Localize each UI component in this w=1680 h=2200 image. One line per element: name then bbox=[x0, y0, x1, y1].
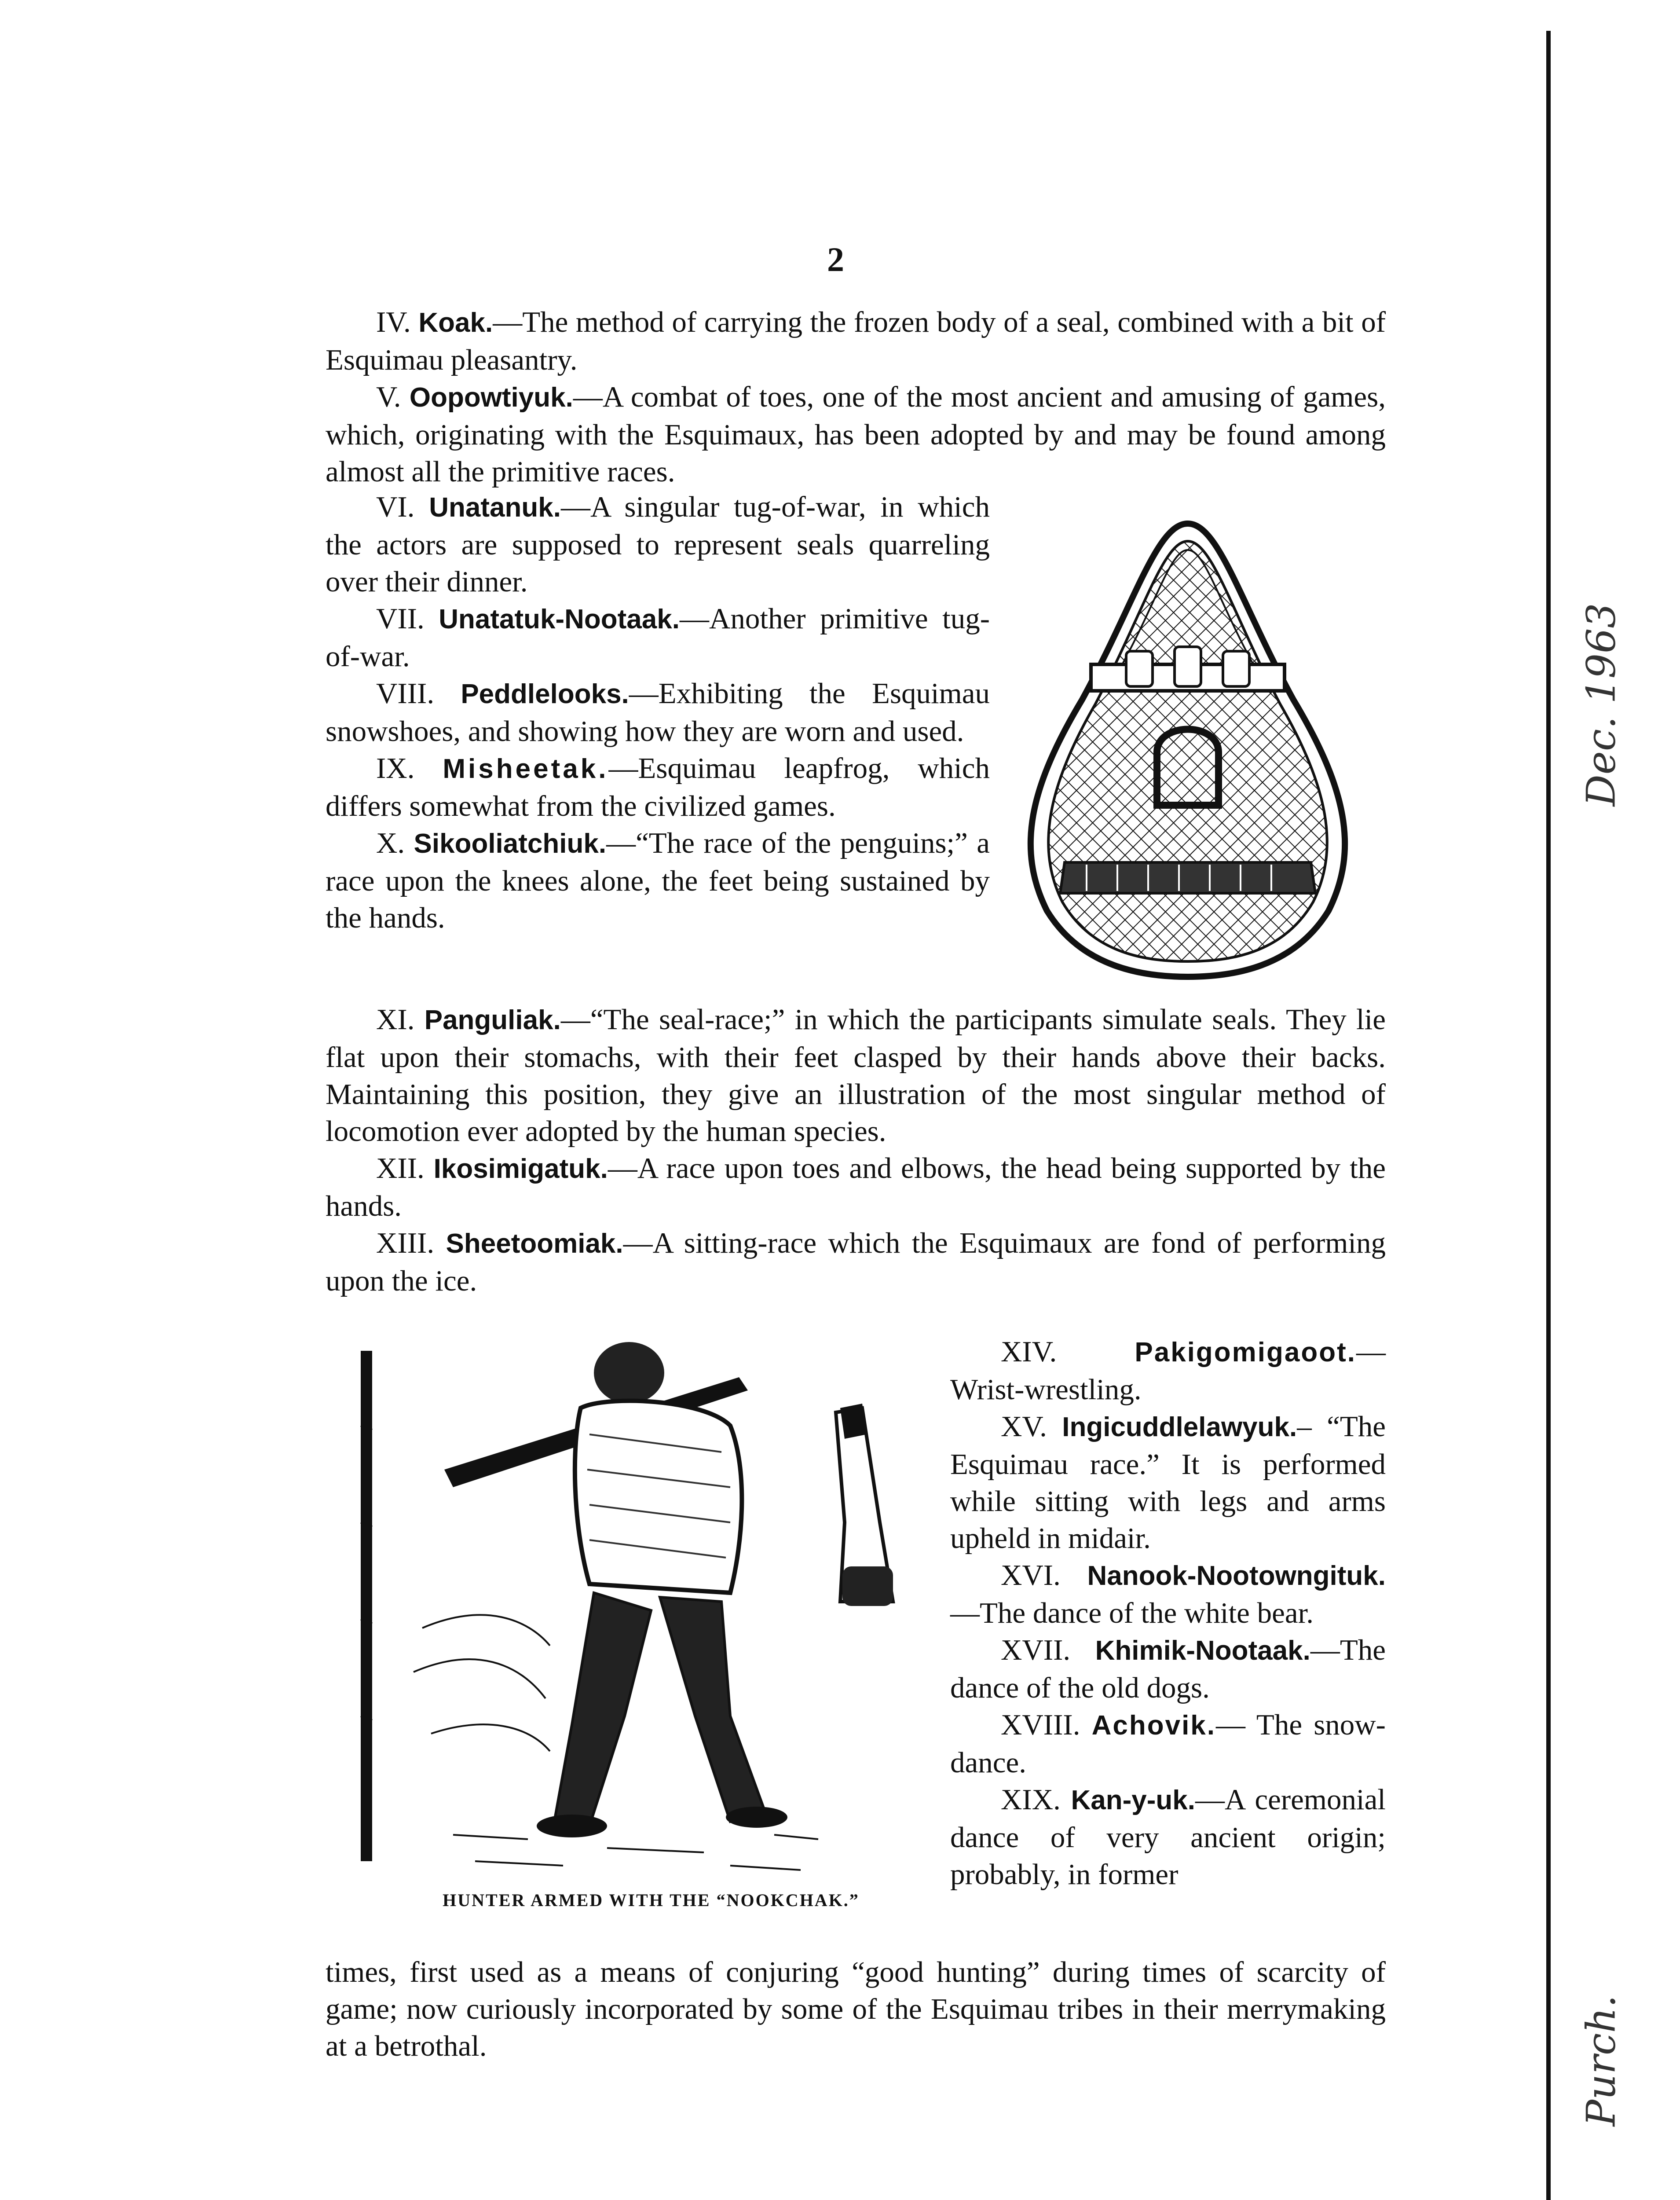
entry-ix bbox=[326, 750, 990, 825]
entry-number: XIX. bbox=[1001, 1783, 1061, 1816]
game-name: Sheetoomiak. bbox=[446, 1228, 623, 1259]
entry-xix bbox=[950, 1781, 1386, 1893]
snowshoe-illustration bbox=[1012, 515, 1364, 981]
entry-text: — Wrist-wrestling. bbox=[950, 1335, 1386, 1406]
entries-right-column bbox=[950, 1333, 1386, 1893]
entries-top bbox=[326, 304, 1386, 490]
game-name: Khimik-Nootaak. bbox=[1095, 1635, 1310, 1666]
entry-text: —Another primitive tug-of-war. bbox=[326, 602, 990, 673]
entry-number: VII. bbox=[376, 602, 425, 635]
entry-viii bbox=[326, 675, 990, 750]
entry-text: — The snow-dance. bbox=[950, 1709, 1386, 1779]
game-name: Ikosimigatuk. bbox=[433, 1154, 608, 1184]
game-name: Ingicuddlelawyuk. bbox=[1062, 1412, 1297, 1442]
entry-xviii bbox=[950, 1706, 1386, 1781]
entry-vii bbox=[326, 600, 990, 675]
game-name: Nanook-Nootowngituk. bbox=[1087, 1561, 1386, 1591]
entry-number: XV. bbox=[1001, 1410, 1047, 1443]
entry-number: V. bbox=[376, 381, 401, 413]
entry-text: —A sitting-race which the Esquimaux are fond of performing upon the ice. bbox=[326, 1227, 1386, 1297]
entry-xv bbox=[950, 1408, 1386, 1557]
entry-text: —The method of carrying the frozen body of a seal, combined with a bit of Esquimau pleasantry. bbox=[326, 306, 1386, 376]
entry-number: X. bbox=[376, 827, 405, 859]
game-name: Pakigomigaoot. bbox=[1135, 1337, 1356, 1368]
game-name: Achovik. bbox=[1091, 1710, 1216, 1741]
entry-text: —“The race of the penguins;” a race upon the knees alone, the feet being sustained by the hands. bbox=[326, 827, 990, 934]
handwritten-date-note: Dec. 1963 bbox=[1578, 603, 1625, 807]
entry-number: XVI. bbox=[1001, 1559, 1061, 1591]
entry-v bbox=[326, 378, 1386, 490]
entry-text: —Esquimau leapfrog, which differs somewhat from the civilized games. bbox=[326, 752, 990, 822]
entry-xi bbox=[326, 1001, 1386, 1150]
handwritten-purchase-note: Purch. bbox=[1578, 1995, 1625, 2127]
entries-middle bbox=[326, 1001, 1386, 1299]
entry-text: —A singular tug-of-war, in which the actors are supposed to represent seals quarreling over their dinner. bbox=[326, 491, 990, 598]
entry-text: —The dance of the old dogs. bbox=[950, 1634, 1386, 1704]
entry-text: – “The Esquimau race.” It is performed while sitting with legs and arms upheld in midair. bbox=[950, 1410, 1386, 1555]
entry-xiii bbox=[326, 1225, 1386, 1299]
entry-xvii bbox=[950, 1632, 1386, 1706]
game-name: Kan-y-uk. bbox=[1071, 1785, 1196, 1815]
game-name: Unatatuk-Nootaak. bbox=[439, 604, 680, 634]
entry-text: —A combat of toes, one of the most ancient and amusing of games, which, originating with the Esquimaux, has been adopted by and may be found among almost all the primitive races. bbox=[326, 381, 1386, 488]
entry-number: IV. bbox=[376, 306, 411, 338]
page-number: 2 bbox=[827, 240, 844, 279]
entry-number: XVII. bbox=[1001, 1634, 1071, 1666]
entry-text: —A race upon toes and elbows, the head being supported by the hands. bbox=[326, 1152, 1386, 1222]
game-name: Unatanuk. bbox=[429, 492, 561, 523]
entry-x bbox=[326, 825, 990, 936]
entry-xix-continuation: times, first used as a means of conjuring “good hunting” during times of scarcity of game; now curiously incorporated by some of the Esquimau tribes in their merrymaking at a betrothal. bbox=[326, 1956, 1386, 2062]
entry-text: —A ceremonial dance of very ancient origin; probably, in former bbox=[950, 1783, 1386, 1891]
entry-text: —“The seal-race;” in which the participants simulate seals. They lie flat upon their stomachs, with their feet clasped by their hands above their backs. Maintaining this position, they give an illustration of the most singular method of locomotion ever adopted by the human species. bbox=[326, 1003, 1386, 1148]
hunter-illustration bbox=[343, 1338, 950, 1883]
entry-xvi bbox=[950, 1557, 1386, 1632]
entry-xii bbox=[326, 1150, 1386, 1225]
entry-number: XI. bbox=[376, 1003, 415, 1036]
entry-text: —The dance of the white bear. bbox=[950, 1597, 1314, 1629]
entry-iv bbox=[326, 304, 1386, 378]
entry-number: VI. bbox=[376, 491, 415, 523]
entry-number: XIII. bbox=[376, 1227, 435, 1259]
margin-rule bbox=[1546, 31, 1551, 2200]
entry-number: XIV. bbox=[1001, 1335, 1057, 1368]
game-name: Peddlelooks. bbox=[461, 679, 629, 709]
entry-number: XVIII. bbox=[1001, 1709, 1080, 1741]
hunter-caption: HUNTER ARMED WITH THE “NOOKCHAK.” bbox=[443, 1890, 860, 1910]
game-name: Sikooliatchiuk. bbox=[414, 829, 607, 859]
game-name: Oopowtiyuk. bbox=[409, 382, 573, 413]
game-name: Panguliak. bbox=[424, 1005, 561, 1035]
entry-number: VIII. bbox=[376, 677, 435, 710]
game-name: Koak. bbox=[418, 308, 493, 338]
entry-number: XII. bbox=[376, 1152, 425, 1184]
game-name: Misheetak. bbox=[443, 754, 609, 784]
entry-number: IX. bbox=[376, 752, 415, 785]
entry-vi bbox=[326, 488, 990, 600]
entry-xiv bbox=[950, 1333, 1386, 1408]
entry-text: —Exhibiting the Esquimau snowshoes, and showing how they are worn and used. bbox=[326, 677, 990, 748]
entries-left-column bbox=[326, 488, 990, 936]
